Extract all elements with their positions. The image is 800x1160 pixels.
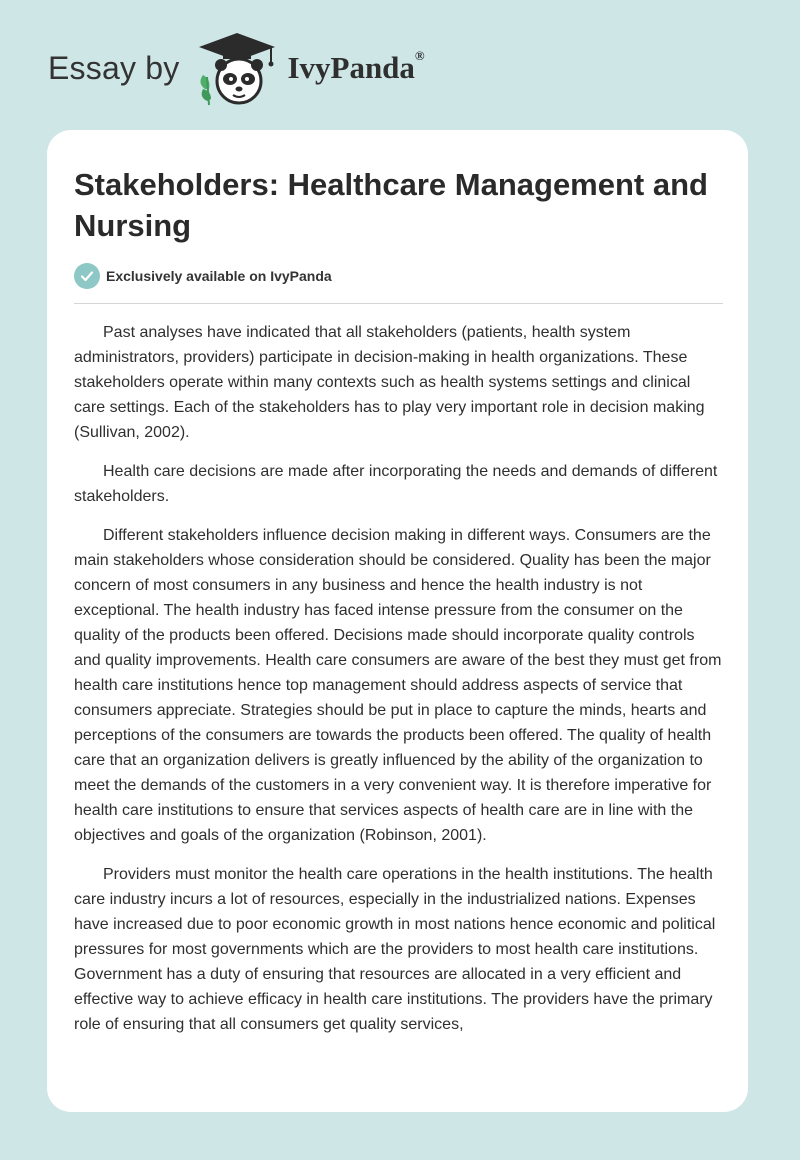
panda-logo-icon bbox=[193, 29, 281, 107]
exclusive-badge bbox=[74, 263, 332, 289]
check-icon bbox=[74, 263, 100, 289]
registered-mark: ® bbox=[414, 48, 425, 63]
paragraph: Health care decisions are made after incorporating the needs and demands of different stakeholders. bbox=[74, 463, 718, 505]
divider bbox=[74, 303, 723, 304]
brand-name: IvyPanda® bbox=[287, 48, 425, 85]
badge-text: Exclusively available on IvyPanda bbox=[106, 268, 332, 284]
paragraph: Different stakeholders influence decision making in different ways. Consumers are the main stakeholders whose consideration should be considered. Quality has been the major concern of most consumers in any business and hence the health industry is not exceptional. The health industry has faced intense pressure from the consumer on the quality of the products been offered. Decisions made should incorporate quality controls and quality improvements. Health care consumers are aware of the best they must get from health care institutions hence top management should address aspects of service that consumers appreciate. Strategies should be put in place to capture the minds, hearts and perceptions of the consumers are towards the products been offered. The quality of health care that an organization delivers is greatly influenced by the ability of the organization to meet the demands of the customers in a very convenient way. It is therefore imperative for health care institutions to ensure that services aspects of health care are in line with the objectives and goals of the organization (Robinson, 2001). bbox=[74, 527, 722, 844]
paragraph: Past analyses have indicated that all stakeholders (patients, health system administrators, providers) participate in decision-making in health organizations. These stakeholders operate within many contexts such as health systems settings and clinical care settings. Each of the stakeholders has to play very important role in decision making (Sullivan, 2002). bbox=[74, 324, 705, 441]
essay-body bbox=[74, 320, 724, 1051]
site-header bbox=[48, 28, 425, 108]
essay-title: Stakeholders: Healthcare Management and Nursing bbox=[74, 167, 708, 243]
essay-by-label: Essay by bbox=[48, 49, 180, 86]
essay-card bbox=[47, 130, 748, 1112]
ivypanda-logo[interactable] bbox=[193, 29, 424, 107]
paragraph: Providers must monitor the health care operations in the health institutions. The health care industry incurs a lot of resources, especially in the industrialized nations. Expenses have increased due to poor economic growth in most nations hence economic and political pressures for most governments which are the providers to most health care institutions. Government has a duty of ensuring that resources are allocated in a very efficient and effective way to achieve efficacy in health care institutions. The providers have the primary role of ensuring that all consumers get quality services, bbox=[74, 866, 716, 1033]
